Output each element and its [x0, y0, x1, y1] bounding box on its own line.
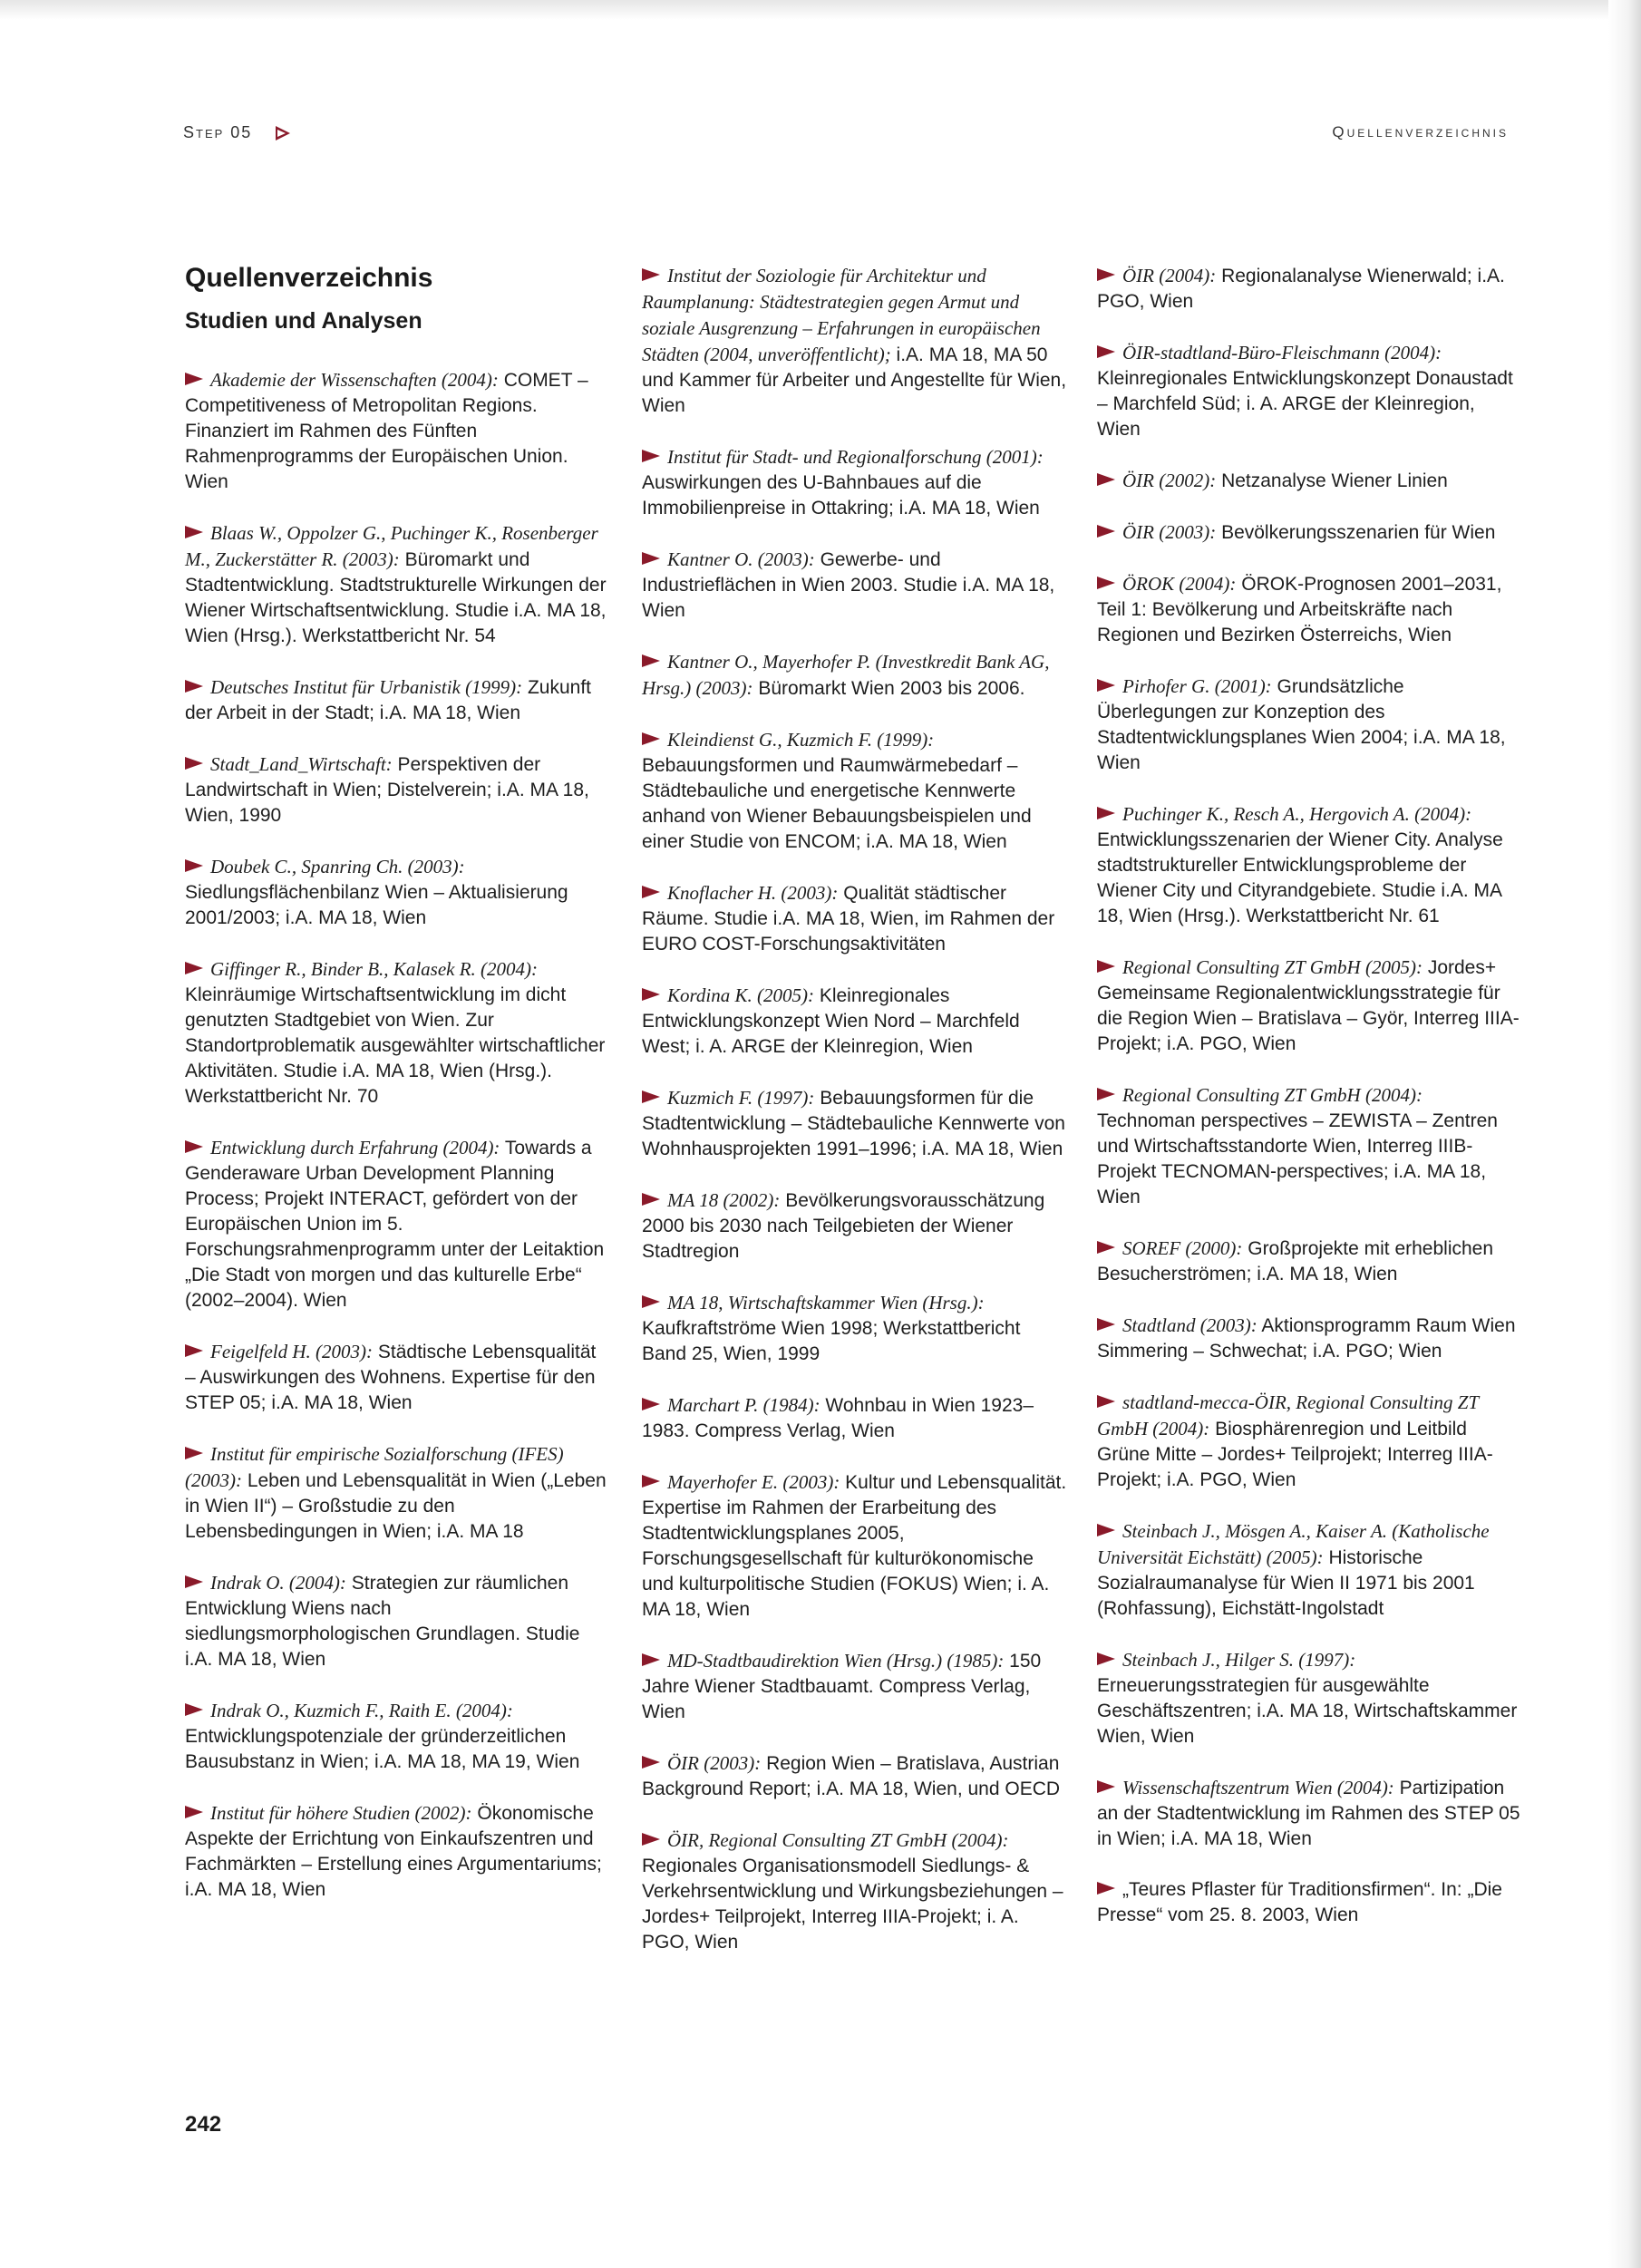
arrow-bullet-icon [1097, 1241, 1115, 1254]
reference-author: Regional Consulting ZT GmbH (2005): [1122, 956, 1423, 978]
reference-entry [1097, 801, 1523, 929]
arrow-bullet-icon [642, 1193, 660, 1206]
reference-text: 150 Jahre Wiener Stadtbauamt. Compress Verlag, Wien [642, 1651, 1042, 1722]
arrow-bullet-icon [1097, 473, 1115, 486]
arrow-bullet-icon [185, 526, 203, 538]
reference-author: Steinbach J., Hilger S. (1997): [1122, 1649, 1356, 1671]
reference-text: Technoman perspectives – ZEWISTA – Zentren und Wirtschaftsstandorte Wien, Interreg IIIB-Projekt TECNOMAN-perspectives; i.A. MA 18, Wien [1097, 1110, 1498, 1207]
column-3 [1097, 263, 1523, 1953]
arrow-bullet-icon [642, 1295, 660, 1308]
entry-list [642, 263, 1068, 1955]
step-label: Step 05 [183, 123, 253, 141]
reference-author: ÖROK (2004): [1122, 573, 1237, 595]
reference-text: Erneuerungsstrategien für ausgewählte Geschäftszentren; i.A. MA 18, Wirtschaftskammer Wien, Wien [1097, 1675, 1518, 1747]
reference-text: Regionales Organisationsmodell Siedlungs- & Verkehrsentwicklung und Wirkungsbeziehungen – Jordes+ Teilprojekt, Interreg IIIA-Projekt; i. A. PGO, Wien [642, 1856, 1063, 1953]
reference-text: Kleinregionales Entwicklungskonzept Wien Nord – Marchfeld West; i. A. ARGE der Kleinregion, Wien [642, 985, 1020, 1057]
reference-author: SOREF (2000): [1122, 1237, 1243, 1259]
arrow-bullet-icon [1097, 679, 1115, 692]
reference-author: ÖIR (2004): [1122, 265, 1217, 286]
reference-text: Kleinräumige Wirtschaftsentwicklung im dicht genutzten Stadtgebiet von Wien. Zur Standortproblematik ausgewählter wirtschaftlicher Aktivitäten. Studie i.A. MA 18, Wien (Hrsg.). Werkstattbericht Nr. 70 [185, 984, 606, 1107]
reference-entry [642, 1085, 1068, 1162]
reference-text: Büromarkt und Stadtentwicklung. Stadtstrukturelle Wirkungen der Wiener Wirtschaftsentwicklung. Studie i.A. MA 18, Wien (Hrsg.). Werkstattbericht Nr. 54 [185, 549, 607, 646]
reference-entry [1097, 674, 1523, 776]
reference-entry [642, 547, 1068, 624]
reference-entry [185, 1570, 611, 1672]
reference-author: Feigelfeld H. (2003): [210, 1341, 374, 1362]
reference-entry [185, 1339, 611, 1416]
reference-entry [185, 751, 611, 829]
reference-author: Knoflacher H. (2003): [667, 882, 839, 904]
arrow-bullet-icon [1097, 1653, 1115, 1665]
arrow-bullet-icon [1097, 577, 1115, 589]
reference-text: Perspektiven der Landwirtschaft in Wien; Distelverein; i.A. MA 18, Wien, 1990 [185, 754, 589, 826]
reference-text: Zukunft der Arbeit in der Stadt; i.A. MA 18, Wien [185, 677, 592, 723]
column-1 [185, 263, 611, 1928]
reference-author: Kantner O., Mayerhofer P. (Investkredit Bank AG, Hrsg.) (2003): [642, 651, 1050, 699]
arrow-bullet-icon [1097, 1524, 1115, 1536]
reference-author: stadtland-mecca-ÖIR, Regional Consulting ZT GmbH (2004): [1097, 1391, 1479, 1439]
reference-entry [185, 1441, 611, 1545]
arrow-bullet-icon [185, 1140, 203, 1153]
arrow-bullet-icon [1097, 345, 1115, 358]
reference-entry [642, 444, 1068, 521]
scan-edge-top [0, 0, 1641, 20]
reference-entry [1097, 1775, 1523, 1852]
entry-list [1097, 263, 1523, 1928]
reference-text: Gewerbe- und Industrieflächen in Wien 2003. Studie i.A. MA 18, Wien [642, 549, 1055, 621]
reference-text: Region Wien – Bratislava, Austrian Background Report; i.A. MA 18, Wien, und OECD [642, 1753, 1061, 1799]
arrow-bullet-icon [1097, 1088, 1115, 1100]
running-header-left [183, 123, 290, 142]
reference-author: Indrak O., Kuzmich F., Raith E. (2004): [210, 1700, 513, 1721]
reference-text: Regionalanalyse Wienerwald; i.A. PGO, Wien [1097, 266, 1505, 312]
running-header-right: Quellenverzeichnis [1332, 123, 1509, 141]
reference-text: Großprojekte mit erheblichen Besucherströmen; i.A. MA 18, Wien [1097, 1238, 1494, 1284]
reference-author: Institut für empirische Sozialforschung (IFES) (2003): [185, 1443, 564, 1491]
reference-entry [185, 956, 611, 1110]
arrow-bullet-icon [1097, 525, 1115, 538]
reference-author: Doubek C., Spanring Ch. (2003): [210, 856, 465, 877]
arrow-bullet-icon [642, 654, 660, 667]
reference-text: Ökonomische Aspekte der Errichtung von Einkaufszentren und Fachmärkten – Erstellung eines Argumentariums; i.A. MA 18, Wien [185, 1803, 602, 1900]
reference-entry [1097, 1313, 1523, 1364]
reference-entry [1097, 1877, 1523, 1928]
arrow-bullet-icon [1097, 1318, 1115, 1331]
reference-entry [1097, 340, 1523, 442]
arrow-bullet-icon [642, 268, 660, 281]
reference-text: Siedlungsflächenbilanz Wien – Aktualisierung 2001/2003; i.A. MA 18, Wien [185, 882, 568, 928]
arrow-bullet-icon [1097, 1780, 1115, 1793]
arrow-bullet-icon [1097, 807, 1115, 819]
reference-text: „Teures Pflaster für Traditionsfirmen“. In: „Die Presse“ vom 25. 8. 2003, Wien [1097, 1879, 1502, 1925]
reference-text: Bevölkerungsvorausschätzung 2000 bis 2030 nach Teilgebieten der Wiener Stadtregion [642, 1190, 1045, 1262]
reference-author: Institut für höhere Studien (2002): [210, 1802, 472, 1824]
page-number: 242 [185, 2112, 222, 2137]
arrow-bullet-icon [642, 450, 660, 462]
arrow-bullet-icon [642, 1833, 660, 1846]
reference-entry [185, 1800, 611, 1903]
reference-entry [1097, 468, 1523, 494]
reference-text: Bebauungsformen für die Stadtentwicklung – Städtebauliche Kennwerte von Wohnhausprojekten 1991–1996; i.A. MA 18, Wien [642, 1088, 1065, 1159]
reference-author: ÖIR (2002): [1122, 470, 1217, 491]
reference-author: ÖIR (2003): [1122, 521, 1217, 543]
reference-author: MD-Stadtbaudirektion Wien (Hrsg.) (1985): [667, 1650, 1005, 1672]
arrow-bullet-icon [642, 552, 660, 565]
reference-author: Stadtland (2003): [1122, 1314, 1257, 1336]
arrow-bullet-icon [185, 1344, 203, 1357]
reference-author: Kleindienst G., Kuzmich F. (1999): [667, 729, 935, 751]
reference-text: Entwicklungspotenziale der gründerzeitlichen Bausubstanz in Wien; i.A. MA 18, MA 19, Wien [185, 1726, 580, 1772]
reference-entry [642, 727, 1068, 855]
reference-author: ÖIR-stadtland-Büro-Fleischmann (2004): [1122, 342, 1442, 363]
reference-text: Qualität städtischer Räume. Studie i.A. MA 18, Wien, im Rahmen der EURO COST-Forschungsaktivitäten [642, 883, 1055, 955]
reference-entry [185, 520, 611, 649]
reference-text: Büromarkt Wien 2003 bis 2006. [758, 678, 1025, 699]
reference-author: Mayerhofer E. (2003): [667, 1471, 840, 1493]
arrow-bullet-icon [642, 732, 660, 745]
reference-author: Indrak O. (2004): [210, 1572, 346, 1594]
reference-entry [1097, 955, 1523, 1057]
reference-author: Deutsches Institut für Urbanistik (1999): [210, 676, 523, 698]
arrow-bullet-icon [642, 1756, 660, 1769]
reference-author: Blaas W., Oppolzer G., Puchinger K., Rosenberger M., Zuckerstätter R. (2003): [185, 522, 598, 570]
reference-text: Bevölkerungsszenarien für Wien [1221, 522, 1496, 543]
triangle-icon [276, 126, 290, 141]
reference-entry [1097, 263, 1523, 315]
scan-edge-right [1608, 0, 1641, 2268]
reference-entry [1097, 519, 1523, 546]
arrow-bullet-icon [642, 988, 660, 1001]
reference-author: Marchart P. (1984): [667, 1394, 820, 1416]
reference-entry [185, 674, 611, 726]
arrow-bullet-icon [642, 886, 660, 898]
arrow-bullet-icon [185, 757, 203, 770]
arrow-bullet-icon [185, 1703, 203, 1716]
reference-entry [1097, 1082, 1523, 1210]
reference-author: Akademie der Wissenschaften (2004): [210, 369, 499, 391]
reference-entry [642, 1187, 1068, 1265]
reference-entry [642, 1469, 1068, 1623]
reference-text: Bebauungsformen und Raumwärmebedarf – Städtebauliche und energetische Kennwerte anhand von Wiener Bebauungsbeispielen und einer Studie von ENCOM; i.A. MA 18, Wien [642, 755, 1032, 852]
arrow-bullet-icon [185, 962, 203, 974]
reference-entry [185, 1135, 611, 1313]
arrow-bullet-icon [1097, 960, 1115, 973]
reference-text: Towards a Genderaware Urban Development Planning Process; Projekt INTERACT, gefördert von der Europäischen Union im 5. Forschungsrahmenprogramm unter der Leitaktion „Die Stadt von morgen und das kulturelle Erbe“ (2002–2004). Wien [185, 1138, 605, 1311]
reference-entry [642, 1392, 1068, 1444]
reference-entry [1097, 1236, 1523, 1287]
reference-text: Städtische Lebensqualität – Auswirkungen des Wohnens. Expertise für den STEP 05; i.A. MA 18, Wien [185, 1342, 597, 1413]
reference-text: Kultur und Lebensqualität. Expertise im Rahmen der Erarbeitung des Stadtentwicklungsplanes 2005, Forschungsgesellschaft für kulturökonomische und kulturpolitische Studien (FOKUS) Wien; i. A. MA 18, Wien [642, 1472, 1067, 1620]
reference-text: Strategien zur räumlichen Entwicklung Wiens nach siedlungsmorphologischen Grundlagen. Studie i.A. MA 18, Wien [185, 1573, 580, 1670]
reference-entry [642, 1750, 1068, 1802]
reference-entry [1097, 571, 1523, 648]
reference-text: Grundsätzliche Überlegungen zur Konzeption des Stadtentwicklungsplanes Wien 2004; i.A. MA 18, Wien [1097, 676, 1506, 773]
arrow-bullet-icon [185, 680, 203, 693]
arrow-bullet-icon [185, 859, 203, 872]
reference-author: MA 18, Wirtschaftskammer Wien (Hrsg.): [667, 1292, 985, 1313]
reference-text: Netzanalyse Wiener Linien [1221, 470, 1448, 491]
reference-author: Wissenschaftszentrum Wien (2004): [1122, 1777, 1394, 1798]
reference-author: Institut für Stadt- und Regionalforschung (2001): [667, 446, 1044, 468]
reference-text: Auswirkungen des U-Bahnbaues auf die Immobilienpreise in Ottakring; i.A. MA 18, Wien [642, 472, 1040, 519]
reference-entry [642, 263, 1068, 419]
reference-text: ÖROK-Prognosen 2001–2031, Teil 1: Bevölkerung und Arbeitskräfte nach Regionen und Bezirken Österreichs, Wien [1097, 574, 1502, 645]
reference-author: Stadt_Land_Wirtschaft: [210, 753, 393, 775]
reference-author: Institut der Soziologie für Architektur und Raumplanung: Städtestrategien gegen Armut und soziale Ausgrenzung – Erfahrungen in europäischen Städten (2004, unveröffentlicht); [642, 265, 1041, 365]
reference-entry [642, 983, 1068, 1060]
arrow-bullet-icon [1097, 268, 1115, 281]
reference-entry [642, 649, 1068, 702]
reference-entry [1097, 1518, 1523, 1622]
reference-text: Historische Sozialraumanalyse für Wien II 1971 bis 2001 (Rohfassung), Eichstätt-Ingolstadt [1097, 1547, 1475, 1619]
arrow-bullet-icon [642, 1653, 660, 1666]
arrow-bullet-icon [642, 1398, 660, 1410]
reference-text: Jordes+ Gemeinsame Regionalentwicklungsstrategie für die Region Wien – Bratislava – Györ, Interreg IIIA-Projekt; i.A. PGO, Wien [1097, 957, 1520, 1054]
reference-text: Leben und Lebensqualität in Wien („Leben in Wien II“) – Großstudie zu den Lebensbedingungen in Wien; i.A. MA 18 [185, 1470, 607, 1542]
page-title: Quellenverzeichnis [185, 263, 433, 293]
reference-author: Kuzmich F. (1997): [667, 1087, 815, 1109]
reference-author: ÖIR (2003): [667, 1752, 762, 1774]
reference-entry [1097, 1390, 1523, 1493]
arrow-bullet-icon [642, 1090, 660, 1103]
reference-author: Kordina K. (2005): [667, 984, 814, 1006]
reference-author: Kantner O. (2003): [667, 548, 815, 570]
arrow-bullet-icon [185, 1806, 203, 1818]
arrow-bullet-icon [185, 1575, 203, 1588]
reference-text: Aktionsprogramm Raum Wien Simmering – Schwechat; i.A. PGO; Wien [1097, 1315, 1516, 1362]
reference-author: Steinbach J., Mösgen A., Kaiser A. (Katholische Universität Eichstätt) (2005): [1097, 1520, 1490, 1568]
arrow-bullet-icon [185, 1447, 203, 1459]
arrow-bullet-icon [1097, 1395, 1115, 1408]
reference-entry [185, 1698, 611, 1775]
reference-text: Entwicklungsszenarien der Wiener City. Analyse stadtstruktureller Entwicklungsprobleme der Wiener City und Cityrandgebiete. Studie i.A. MA 18, Wien (Hrsg.). Werkstattbericht Nr. 61 [1097, 829, 1503, 926]
entry-list [185, 367, 611, 1903]
column-2 [642, 263, 1068, 1981]
arrow-bullet-icon [185, 373, 203, 385]
reference-author: ÖIR, Regional Consulting ZT GmbH (2004): [667, 1829, 1009, 1851]
arrow-bullet-icon [642, 1475, 660, 1488]
reference-author: Regional Consulting ZT GmbH (2004): [1122, 1084, 1423, 1106]
reference-entry [185, 367, 611, 495]
reference-author: Entwicklung durch Erfahrung (2004): [210, 1137, 500, 1158]
reference-entry [642, 1827, 1068, 1955]
reference-text: Partizipation an der Stadtentwicklung im Rahmen des STEP 05 in Wien; i.A. MA 18, Wien [1097, 1778, 1520, 1849]
reference-entry [642, 1648, 1068, 1725]
reference-author: Giffinger R., Binder B., Kalasek R. (2004): [210, 958, 539, 980]
reference-entry [1097, 1647, 1523, 1749]
reference-text: Kleinregionales Entwicklungskonzept Donaustadt – Marchfeld Süd; i. A. ARGE der Kleinregion, Wien [1097, 368, 1513, 440]
reference-author: MA 18 (2002): [667, 1189, 781, 1211]
reference-text: Wohnbau in Wien 1923–1983. Compress Verlag, Wien [642, 1395, 1034, 1441]
reference-author: Pirhofer G. (2001): [1122, 675, 1272, 697]
reference-text: COMET – Competitiveness of Metropolitan Regions. Finanziert im Rahmen des Fünften Rahmenprogramms der Europäischen Union. Wien [185, 370, 588, 492]
arrow-bullet-icon [1097, 1882, 1115, 1895]
reference-text: Biosphärenregion und Leitbild Grüne Mitte – Jordes+ Teilprojekt; Interreg IIIA-Projekt; i.A. PGO, Wien [1097, 1419, 1493, 1490]
reference-text: Kaufkraftströme Wien 1998; Werkstattbericht Band 25, Wien, 1999 [642, 1318, 1021, 1364]
reference-entry [642, 1290, 1068, 1367]
reference-text: i.A. MA 18, MA 50 und Kammer für Arbeiter und Angestellte für Wien, Wien [642, 344, 1067, 416]
reference-author: Puchinger K., Resch A., Hergovich A. (2004): [1122, 803, 1472, 825]
section-subtitle: Studien und Analysen [185, 308, 422, 334]
reference-entry [185, 854, 611, 931]
reference-entry [642, 880, 1068, 957]
